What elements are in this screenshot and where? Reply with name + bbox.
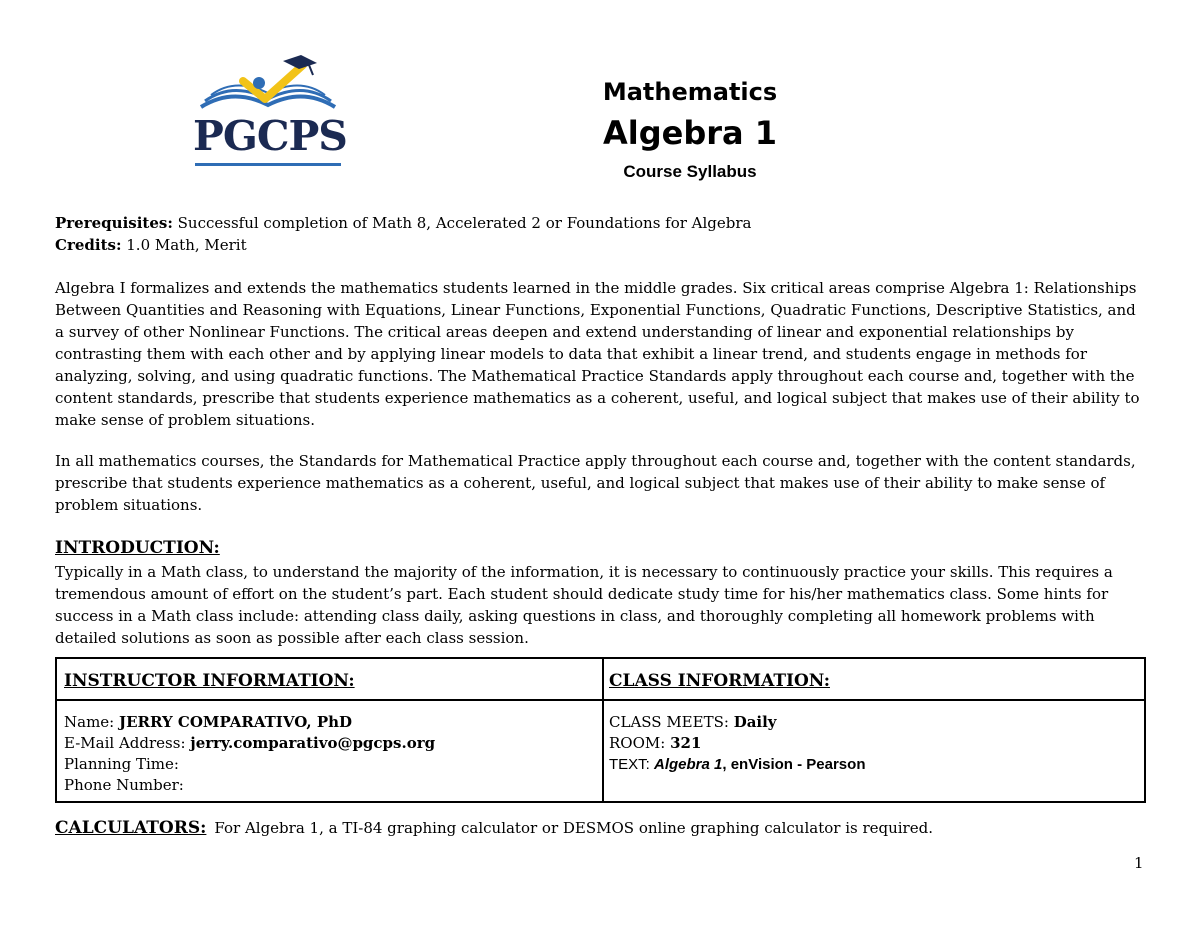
page-number: 1 <box>1134 854 1144 872</box>
paragraph-line: make sense of problem situations. <box>55 411 316 429</box>
paragraph-line: detailed solutions as soon as possible after each class session. <box>55 629 529 647</box>
textbook-publisher: , enVision - Pearson <box>722 756 866 773</box>
paragraph-line: analyzing, solving, and using quadratic functions. The Mathematical Practice Standards apply throughout each course and, together with the <box>55 367 1135 385</box>
instructor-name: JERRY COMPARATIVO, PhD <box>119 713 353 731</box>
introduction-text <box>55 561 1150 649</box>
prerequisites-label: Prerequisites: <box>55 214 173 232</box>
document-type: Course Syllabus <box>623 162 757 181</box>
credits-label: Credits: <box>55 236 122 254</box>
calculators-label: CALCULATORS: <box>55 818 207 838</box>
paragraph-line: prescribe that students experience mathematics as a coherent, useful, and logical subject that makes use of their ability to make sense of <box>55 474 1106 492</box>
logo-underline-icon <box>193 161 343 171</box>
paragraph-line: success in a Math class include: attending class daily, asking questions in class, and thoroughly completing all homework problems with <box>55 607 1095 625</box>
paragraph-line: tremendous amount of effort on the student’s part. Each student should dedicate study time for his/her mathematics class. Some hints for <box>55 585 1109 603</box>
introduction-heading: INTRODUCTION: <box>55 538 220 558</box>
phone-number-label: Phone Number: <box>64 776 184 794</box>
paragraph-line: In all mathematics courses, the Standards for Mathematical Practice apply throughout each course and, together with the content standards, <box>55 452 1136 470</box>
meets-label: CLASS MEETS: <box>609 713 734 731</box>
email-label: E-Mail Address: <box>64 734 191 752</box>
name-label: Name: <box>64 713 119 731</box>
textbook-title: Algebra 1 <box>654 756 723 773</box>
paragraph-line: contrasting them with each other and by applying linear models to data that exhibit a linear trend, and students engage in methods for <box>55 345 1088 363</box>
paragraph-line: Typically in a Math class, to understand the majority of the information, it is necessary to continuously practice your skills. This requires a <box>55 563 1113 581</box>
paragraph-line: content standards, prescribe that students experience mathematics as a coherent, useful, and logical subject that makes use of their ability to <box>55 389 1140 407</box>
meets-value: Daily <box>733 713 777 731</box>
paragraph-line: Between Quantities and Reasoning with Equations, Linear Functions, Exponential Functions, Quadratic Functions, Descriptive Statistics, and <box>55 301 1136 319</box>
paragraph-line: a survey of other Nonlinear Functions. The critical areas deepen and extend understanding of linear and exponential relationships by <box>55 323 1074 341</box>
credits-value: 1.0 Math, Merit <box>121 236 247 254</box>
course-title: Algebra 1 <box>602 114 778 152</box>
table-divider <box>602 659 604 801</box>
logo-text: PGCPS <box>193 112 347 160</box>
prerequisites-section <box>55 212 1150 256</box>
instructor-heading: INSTRUCTOR INFORMATION: <box>64 671 355 691</box>
logo-emblem-icon <box>193 55 343 115</box>
instructor-email-link[interactable]: jerry.comparativo@pgcps.org <box>190 734 436 752</box>
instructor-details <box>64 712 435 796</box>
calculators-text: For Algebra 1, a TI-84 graphing calculator or DESMOS online graphing calculator is required. <box>214 819 933 837</box>
table-divider <box>57 699 1144 701</box>
prerequisites-value: Successful completion of Math 8, Accelerated 2 or Foundations for Algebra <box>172 214 752 232</box>
class-info-heading: CLASS INFORMATION: <box>609 671 830 691</box>
paragraph-line: Algebra I formalizes and extends the mathematics students learned in the middle grades. Six critical areas comprise Algebra 1: Relationships <box>55 279 1137 297</box>
calculators-section <box>55 818 933 838</box>
subject-title: Mathematics <box>602 78 778 106</box>
info-table <box>55 657 1146 803</box>
text-label: TEXT: <box>609 756 655 773</box>
pgcps-logo <box>193 55 347 175</box>
planning-time-label: Planning Time: <box>64 755 179 773</box>
room-label: ROOM: <box>609 734 671 752</box>
room-value: 321 <box>670 734 702 752</box>
paragraph-line: problem situations. <box>55 496 203 514</box>
practice-standards-paragraph <box>55 450 1150 516</box>
course-description <box>55 277 1150 431</box>
class-details <box>609 712 865 775</box>
